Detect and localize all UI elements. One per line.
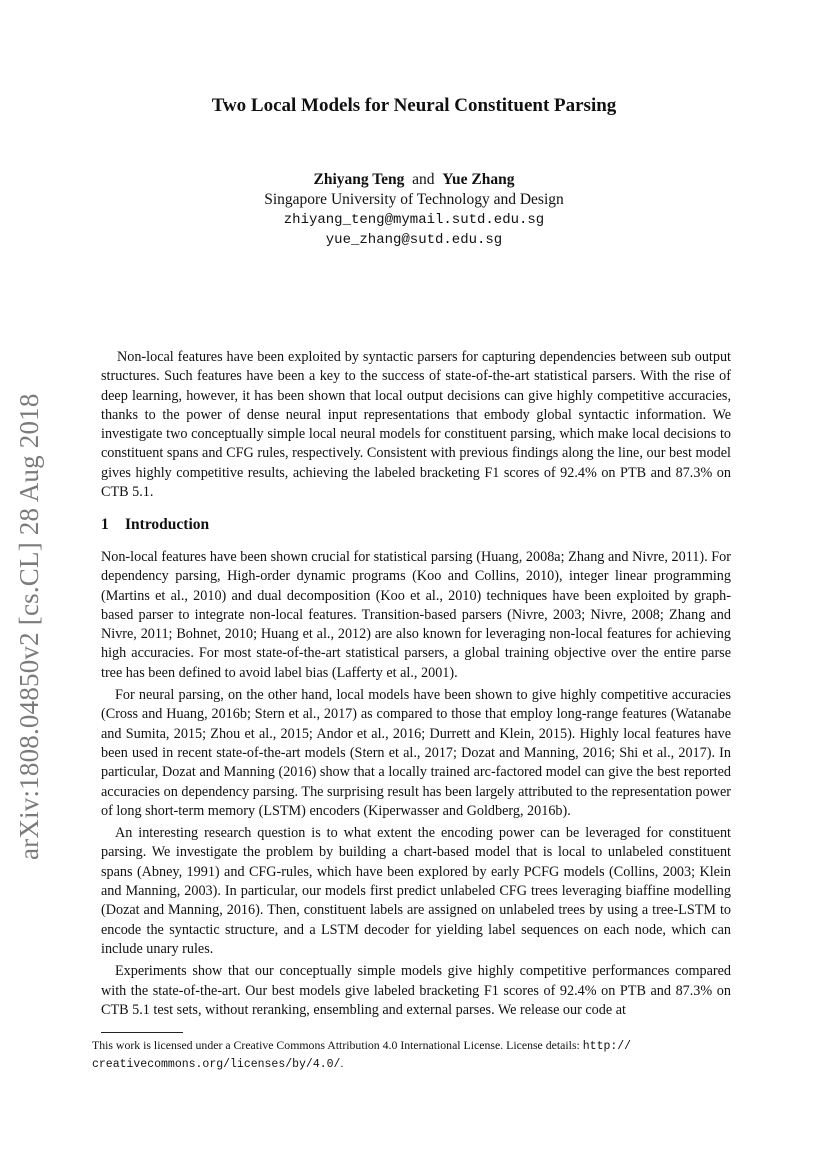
- introduction-body: [101, 548, 731, 1023]
- author-block: [0, 170, 828, 250]
- author-2-email: yue_zhang@sutd.edu.sg: [325, 232, 503, 248]
- license-footnote: [92, 1037, 732, 1073]
- section-title: Introduction: [125, 516, 210, 533]
- author-conjunction: and: [412, 171, 435, 188]
- author-2-name: Yue Zhang: [442, 171, 515, 188]
- license-url-part-2[interactable]: creativecommons.org/licenses/by/4.0/: [92, 1058, 341, 1071]
- body-paragraph-4: Experiments show that our conceptually simple models give highly competitive performances compared with the state-of-the-art. Our best models give labeled bracketing F1 scores of 92.4% on PTB and 87.3% on CTB 5.1 test sets, without reranking, ensembling and external parses. We release our code at: [101, 963, 731, 1018]
- footnote-divider: [101, 1032, 183, 1033]
- author-1-email: zhiyang_teng@mymail.sutd.edu.sg: [283, 212, 545, 228]
- author-names: [0, 170, 828, 190]
- paper-title: Two Local Models for Neural Constituent Parsing: [211, 95, 617, 116]
- footnote-end: .: [340, 1056, 344, 1070]
- author-affiliation: Singapore University of Technology and Design: [264, 191, 564, 208]
- author-1-name: Zhiyang Teng: [313, 171, 405, 188]
- section-number: 1: [101, 516, 109, 533]
- body-paragraph-2: For neural parsing, on the other hand, local models have been shown to give highly competitive accuracies (Cross and Huang, 2016b; Stern et al., 2017) as compared to those that employ long-range features (Watanabe and Sumita, 2015; Zhou et al., 2015; Andor et al., 2016; Durrett and Klein, 2015). Highly local features have been used in recent state-of-the-art models (Stern et al., 2017; Dozat and Manning, 2016; Shi et al., 2017). In particular, Dozat and Manning (2016) show that a locally trained arc-factored model can give the best reported accuracies on dependency parsing. The surprising result has been largely attributed to the representation power of long short-term memory (LSTM) encoders (Kiperwasser and Goldberg, 2016b).: [101, 687, 731, 819]
- abstract: Non-local features have been exploited by syntactic parsers for capturing dependencies between sub output structures. Such features have been a key to the success of state-of-the-art statistical parsers. With the rise of deep learning, however, it has been shown that local output decisions can give highly competitive accuracies, thanks to the power of dense neural input representations that embody global syntactic information. We investigate two conceptually simple local neural models for constituent parsing, which make local decisions to constituent spans and CFG rules, respectively. Consistent with previous findings along the line, our best model gives highly competitive results, achieving the labeled bracketing F1 scores of 92.4% on PTB and 87.3% on CTB 5.1.: [101, 349, 731, 501]
- section-heading-introduction: [101, 516, 209, 534]
- arxiv-identifier-stamp: arXiv:1808.04850v2 [cs.CL] 28 Aug 2018: [14, 393, 44, 860]
- license-url-part-1[interactable]: http://: [582, 1040, 632, 1053]
- footnote-text: This work is licensed under a Creative Commons Attribution 4.0 International License. License details:: [92, 1038, 583, 1052]
- body-paragraph-1: Non-local features have been shown crucial for statistical parsing (Huang, 2008a; Zhang and Nivre, 2011). For dependency parsing, High-order dynamic programs (Koo and Collins, 2010), integer linear programming (Martins et al., 2010) and dual decomposition (Koo et al., 2010) techniques have been exploited by graph-based parser to integrate non-local features. Transition-based parsers (Nivre, 2003; Nivre, 2008; Zhang and Nivre, 2011; Bohnet, 2010; Huang et al., 2012) are also known for leveraging non-local features for achieving high accuracies. For most state-of-the-art statistical parsers, a global training objective over the entire parse tree has been defined to avoid label bias (Lafferty et al., 2001).: [101, 549, 731, 681]
- body-paragraph-3: An interesting research question is to what extent the encoding power can be leveraged for constituent parsing. We investigate the problem by building a chart-based model that is local to unlabeled constituent spans (Abney, 1991) and CFG-rules, which have been explored by early PCFG models (Collins, 2003; Klein and Manning, 2003). In particular, our models first predict unlabeled CFG trees leveraging biaffine modelling (Dozat and Manning, 2016). Then, constituent labels are assigned on unlabeled trees by using a tree-LSTM to encode the syntactic structure, and a LSTM decoder for yielding label sequences on each node, which can include unary rules.: [101, 825, 731, 957]
